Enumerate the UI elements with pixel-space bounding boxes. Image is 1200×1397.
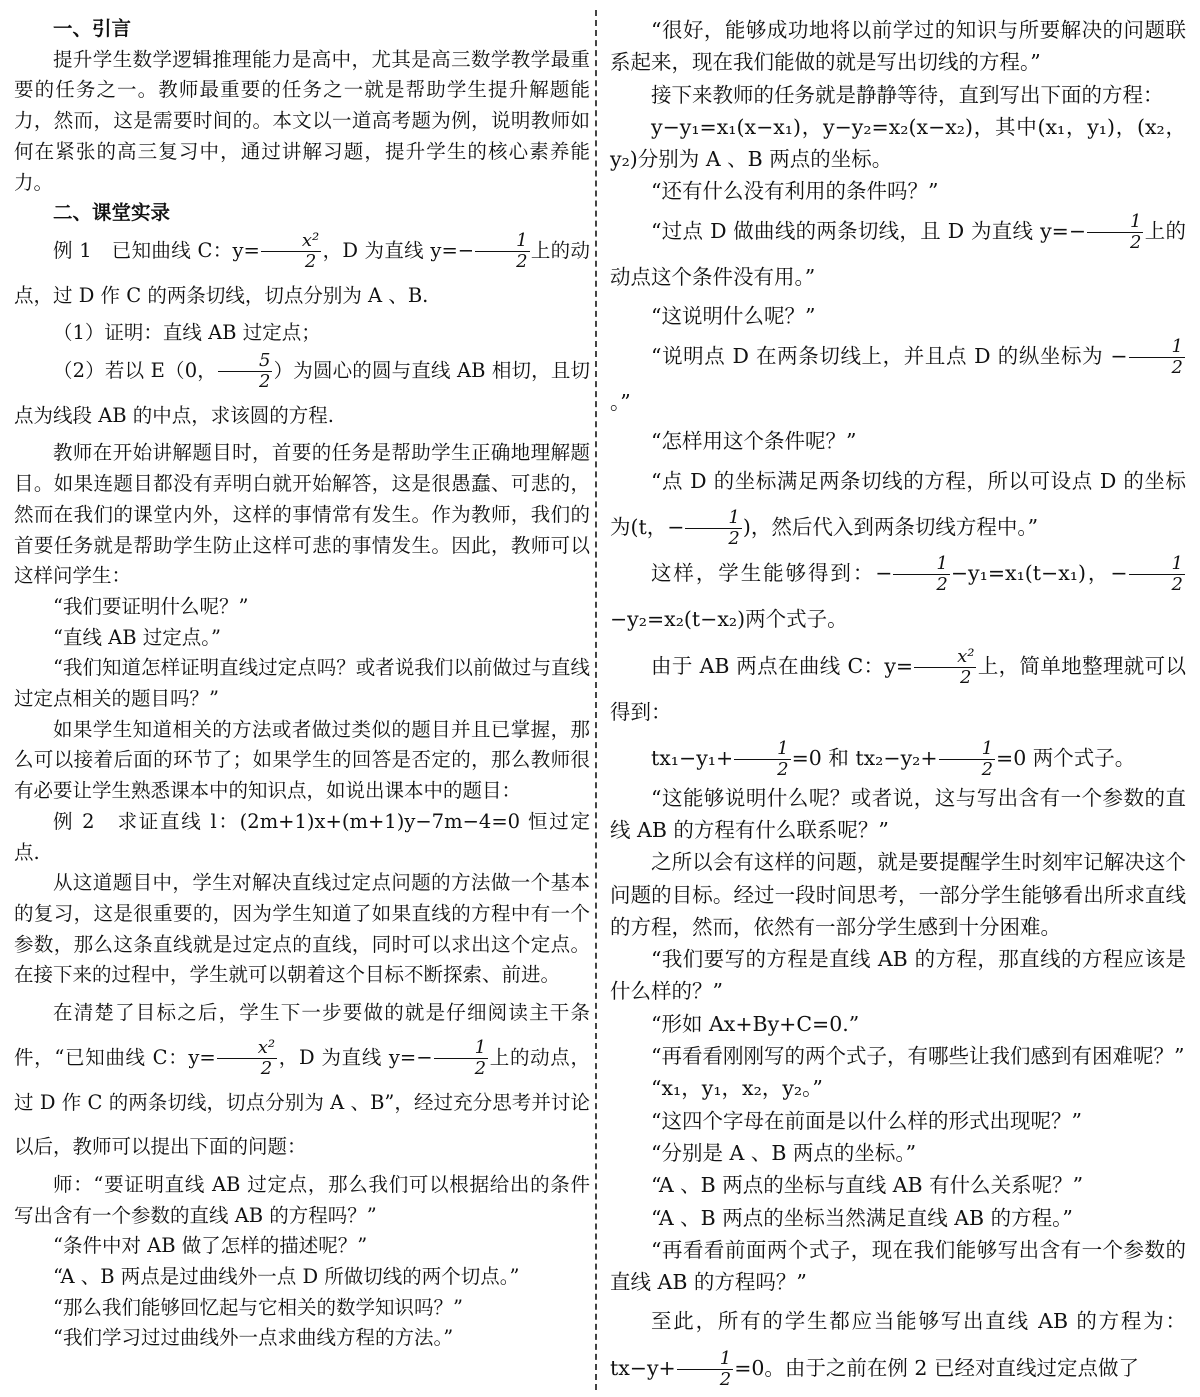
dialogue-r17: “再看看刚刚写的两个式子，有哪些让我们感到有困难呢？” [651,1044,1185,1069]
fraction-x2-over-2: $\frac{\text{x²}}{2}$ [217,1038,277,1079]
dialogue-r19: “这四个字母在前面是以什么样的形式出现呢？” [651,1108,1082,1133]
fraction-5-over-2: $\frac{5}{2}$ [218,351,272,392]
paragraph-r24: 至此，所有的学生都应当能够写出直线 AB 的方程为：tx−y+ $\frac{1}{2}$ =0。由于之前在例 2 已经对直线过定点做了 [610,1309,1186,1390]
dialogue-r16: “形如 Ax+By+C=0.” [651,1011,860,1036]
fraction-x2-over-2: $\frac{\text{x²}}{2}$ [261,231,321,272]
paragraph-3: 从这道题目中，学生对解决直线过定点问题的方法做一个基本的复习，这是很重要的，因为学生知道了如果直线的方程中有一个参数，那么这条直线就是过定点的直线，同时可以求出这个定点。在接下来的过程中，学生就可以朝着这个目标不断探索、前进。 [14,871,590,987]
dialogue-r7: “说明点 D 在两条切线上，并且点 D 的纵坐标为 − $\frac{1}{2}$ 。” [610,335,1183,414]
fraction-1-over-2: $\frac{1}{2}$ [734,739,790,780]
fraction-x2-over-2: $\frac{\text{x²}}{2}$ [914,647,976,688]
fraction-1-over-2: $\frac{1}{2}$ [1129,337,1185,378]
dialogue-r8: “怎样用这个条件呢？” [651,429,857,454]
dialogue-r18: “x₁，y₁，x₂，y₂。” [651,1076,823,1101]
fraction-1-over-2: $\frac{1}{2}$ [893,554,949,595]
question-1: （1）证明：直线 AB 过定点； [53,321,321,345]
dialogue-r13: “这能够说明什么呢？或者说，这与写出含有一个参数的直线 AB 的方程有什么联系呢？” [610,785,1186,842]
dialogue-6: “A 、B 两点是过曲线外一点 D 所做切线的两个切点。” [53,1265,520,1289]
section-heading-intro: 一、引言 [53,17,132,40]
paragraph-r14: 之所以会有这样的问题，就是要提醒学生时刻牢记解决这个问题的目标。经过一段时间思考，一部分学生能够看出所求直线的方程，然而，依然有一部分学生感到十分困难。 [610,850,1186,939]
paragraph-4: 在清楚了目标之后，学生下一步要做的就是仔细阅读主干条件，“已知曲线 C：y= $\frac{\text{x²}}{2}$ ，D 为直线 y=− $\frac{1}{2}$ 上的动点，过 D 作 C 的两条切线，切点分别为 A 、B”，经过充分思考并讨论以后，教师可以提出下面的问题： [14,1001,590,1159]
dialogue-r20: “分别是 A 、B 两点的坐标。” [651,1140,917,1165]
section-heading-classroom: 二、课堂实录 [53,201,171,225]
equation-two-forms: tx₁−y₁+ $\frac{1}{2}$ =0 和 tx₂−y₂+ $\frac{1}{2}$ =0 两个式子。 [651,738,1136,781]
paragraph-r2: 接下来教师的任务就是静静等待，直到写出下面的方程： [651,82,1164,107]
fraction-1-over-2: $\frac{1}{2}$ [1087,212,1143,253]
paragraph-2: 如果学生知道相关的方法或者做过类似的题目并且已掌握，那么可以接着后面的环节了；如果学生的回答是否定的，那么教师很有必要让学生熟悉课本中的知识点，如说出课本中的题目： [14,717,590,803]
column-divider [595,10,597,1390]
left-column [14,14,590,1354]
dialogue-r1: “很好，能够成功地将以前学过的知识与所要解决的问题联系起来，现在我们能做的就是写出切线的方程。” [610,18,1186,75]
dialogue-r23: “再看看前面两个式子，现在我们能够写出含有一个参数的直线 AB 的方程吗？” [610,1237,1186,1295]
dialogue-1: “我们要证明什么呢？” [53,594,249,618]
example-1: 例 1 已知曲线 C：y= $\frac{\text{x²}}{2}$ ，D 为直线 y=− $\frac{1}{2}$ 上的动点，过 D 作 C 的两条切线，切点分别为 A 、B. [14,229,590,307]
question-2: （2）若以 E（0， $\frac{5}{2}$ ）为圆心的圆与直线 AB 相切，且切点为线段 AB 的中点，求该圆的方程. [14,350,591,427]
dialogue-r15: “我们要写的方程是直线 AB 的方程，那直线的方程应该是什么样的？” [610,947,1186,1004]
fraction-1-over-2: $\frac{1}{2}$ [685,508,741,549]
fraction-1-over-2: $\frac{1}{2}$ [939,739,995,780]
equation-tangents: y−y₁=x₁(x−x₁)，y−y₂=x₂(x−x₂)，其中(x₁，y₁)，(x₂，y₂)分别为 A 、B 两点的坐标。 [610,114,1186,172]
dialogue-r22: “A 、B 两点的坐标当然满足直线 AB 的方程。” [651,1205,1073,1230]
fraction-1-over-2: $\frac{1}{2}$ [475,231,529,272]
paragraph-r10: 这样，学生能够得到：− $\frac{1}{2}$ −y₁=x₁(t−x₁)，− $\frac{1}{2}$ −y₂=x₂(t−x₂)两个式子。 [610,553,1183,632]
dialogue-r21: “A 、B 两点的坐标与直线 AB 有什么关系呢？” [651,1173,1084,1198]
dialogue-2: “直线 AB 过定点。” [53,625,221,649]
paragraph-r11: 由于 AB 两点在曲线 C：y= $\frac{\text{x²}}{2}$ 上，简单地整理就可以得到： [610,645,1186,725]
fraction-1-over-2: $\frac{1}{2}$ [677,1349,733,1390]
dialogue-r5: “过点 D 做曲线的两条切线，且 D 为直线 y=− $\frac{1}{2}$ 上的动点这个条件没有用。” [610,210,1187,290]
dialogue-3: “我们知道怎样证明直线过定点吗？或者说我们以前做过与直线过定点相关的题目吗？” [14,656,590,711]
fraction-1-over-2: $\frac{1}{2}$ [1129,554,1185,595]
dialogue-r9: “点 D 的坐标满足两条切线的方程，所以可设点 D 的坐标为(t，− $\frac{1}{2}$ )，然后代入到两条切线方程中。” [610,468,1186,549]
dialogue-7: “那么我们能够回忆起与它相关的数学知识吗？” [53,1295,463,1319]
dialogue-r6: “这说明什么呢？” [651,304,816,329]
paragraph-intro: 提升学生数学逻辑推理能力是高中，尤其是高三数学教学最重要的任务之一。教师最重要的任务之一就是帮助学生提升解题能力，然而，这是需要时间的。本文以一道高考题为例，说明教师如何在紧张的高三复习中，通过讲解习题，提升学生的核心素养能力。 [14,47,590,194]
dialogue-4: 师：“要证明直线 AB 过定点，那么我们可以根据给出的条件写出含有一个参数的直线 AB 的方程吗？” [14,1172,590,1227]
example-2: 例 2 求证直线 l：(2m+1)x+(m+1)y−7m−4=0 恒过定点. [14,809,590,864]
dialogue-5: “条件中对 AB 做了怎样的描述呢？” [53,1234,368,1258]
dialogue-8: “我们学习过过曲线外一点求曲线方程的方法。” [53,1326,454,1350]
dialogue-r4: “还有什么没有利用的条件吗？” [651,179,939,204]
fraction-1-over-2: $\frac{1}{2}$ [434,1038,488,1079]
right-column [610,14,1186,1391]
paragraph-1: 教师在开始讲解题目时，首要的任务是帮助学生正确地理解题目。如果连题目都没有弄明白就开始解答，这是很愚蠢、可悲的，然而在我们的课堂内外，这样的事情常有发生。作为教师，我们的首要任务就是帮助学生防止这样可悲的事情发生。因此，教师可以这样问学生： [14,441,590,588]
